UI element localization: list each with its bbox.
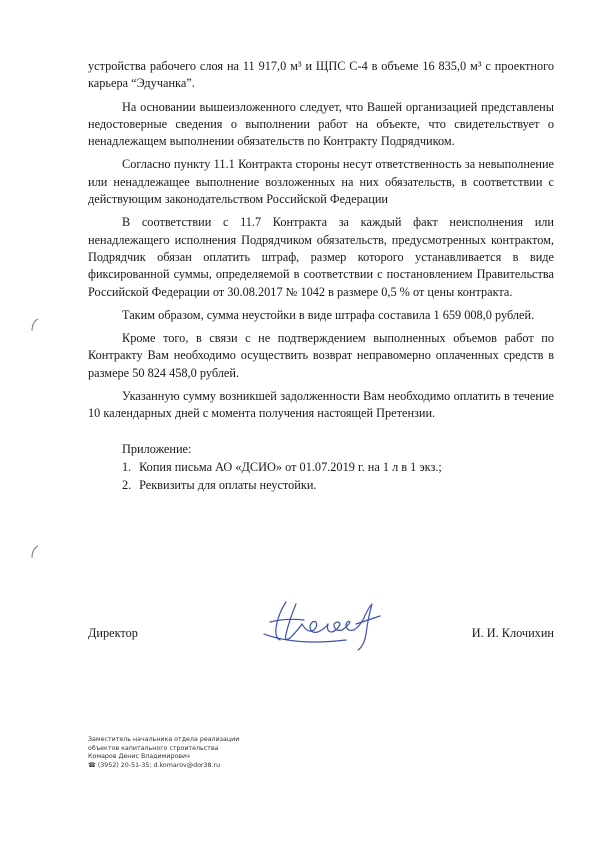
- paragraph-penalty-amount: Таким образом, сумма неустойки в виде штрафа составила 1 659 008,0 рублей.: [122, 307, 535, 322]
- handwritten-signature: [256, 594, 396, 654]
- attachments-title: Приложение:: [122, 441, 192, 456]
- paragraph-penalty-basis: В соответствии с 11.7 Контракта за каждый факт неисполнения или ненадлежащего исполнения Подрядчиком обязательств, предусмотренных контрактом, Подрядчик обязан оплатить штраф, размер которого устанавливается в виде фиксированной суммы, определяемой в соответствии с постановлением Правительства Российской Федерации от 30.08.2017 № 1042 в размере 0,5 % от цены контракта.: [88, 215, 554, 299]
- executor-phone-email: ☎ (3952) 20-51-35; d.komarov@dor38.ru: [88, 761, 221, 769]
- executor-contact-block: [88, 736, 348, 770]
- paragraph-volumes: устройства рабочего слоя на 11 917,0 м³ и ЩПС С-4 в объеме 16 835,0 м³ с проектного карьера “Эдучанка”.: [88, 59, 554, 91]
- attachments-section: [88, 441, 554, 495]
- letter-body: [88, 58, 554, 496]
- attachment-text: Копия письма АО «ДСИО» от 01.07.2019 г. на 1 л в 1 экз.;: [139, 459, 442, 474]
- executor-position-line2: объектов капитального строительства: [88, 744, 219, 752]
- attachment-item: [122, 459, 554, 476]
- executor-name: Комаров Денис Владимирович: [88, 753, 190, 761]
- punch-hole-mark-top: [30, 318, 40, 332]
- executor-position-line1: Заместитель начальника отдела реализации: [88, 736, 240, 743]
- attachment-number: 2.: [122, 478, 132, 493]
- paragraph-refund: Кроме того, в связи с не подтверждением выполненных объемов работ по Контракту Вам необходимо осуществить возврат неправомерно оплаченных средств в размере 50 824 458,0 рублей.: [88, 331, 554, 380]
- signature-block: [88, 626, 554, 646]
- attachment-item: [122, 477, 554, 494]
- attachments-list: [88, 459, 554, 495]
- attachment-number: 1.: [122, 459, 132, 474]
- signer-position: Директор: [88, 626, 138, 640]
- signer-name: И. И. Клочихин: [471, 626, 554, 640]
- paragraph-payment-deadline: Указанную сумму возникшей задолженности Вам необходимо оплатить в течение 10 календарных дней с момента получения настоящей Претензии.: [88, 389, 554, 421]
- attachment-text: Реквизиты для оплаты неустойки.: [139, 478, 317, 493]
- punch-hole-mark-bottom: [30, 545, 40, 559]
- paragraph-conclusion: На основании вышеизложенного следует, что Вашей организацией представлены недостоверные сведения о выполнении работ на объекте, что свидетельствует о ненадлежащем выполнении обязательств по Контракту Подрядчиком.: [88, 99, 554, 149]
- paragraph-liability: Согласно пункту 11.1 Контракта стороны несут ответственность за невыполнение или ненадлежащее выполнение возложенных на них обязательств, в соответствии с действующим законодательством Российской Федерации: [88, 157, 554, 207]
